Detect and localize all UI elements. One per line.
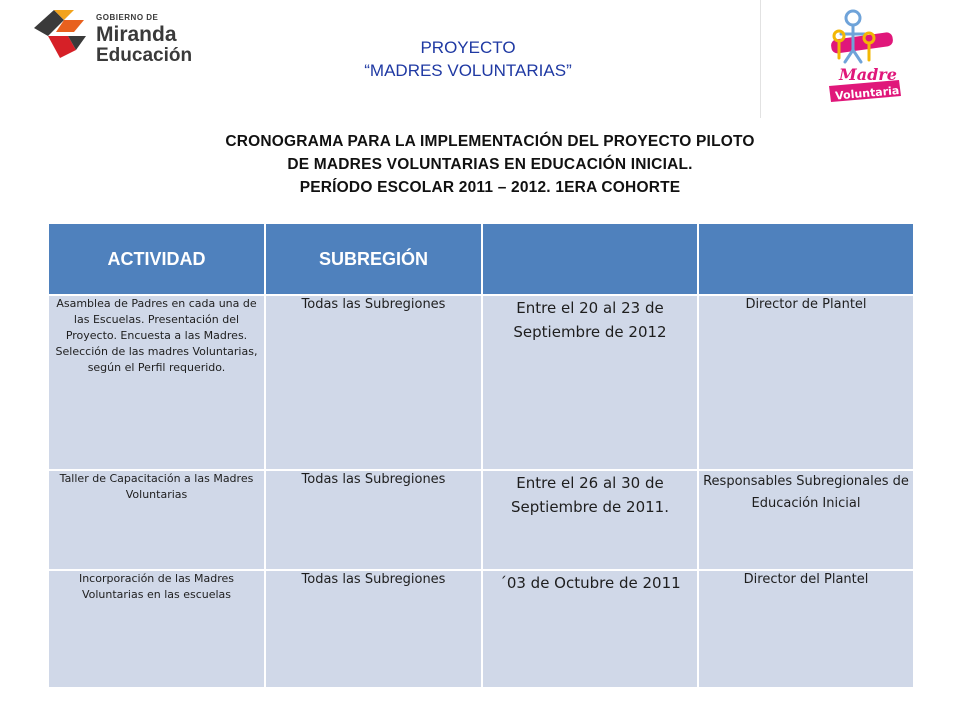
header-subregion: SUBREGIÓN <box>265 223 482 295</box>
cell-subregion: Todas las Subregiones <box>265 570 482 688</box>
schedule-subtitle <box>0 130 960 199</box>
header-responsable <box>698 223 914 295</box>
cell-subregion: Todas las Subregiones <box>265 470 482 570</box>
table-row <box>48 570 914 688</box>
table-header-row <box>48 223 914 295</box>
cell-responsable: Responsables Subregionales de Educación Inicial <box>698 470 914 570</box>
cell-actividad: Asamblea de Padres en cada una de las Escuelas. Presentación del Proyecto. Encuesta a las Madres. Selección de las madres Voluntarias, según el Perfil requerido. <box>48 295 265 470</box>
table-row <box>48 470 914 570</box>
cell-subregion: Todas las Subregiones <box>265 295 482 470</box>
cell-actividad: Taller de Capacitación a las Madres Voluntarias <box>48 470 265 570</box>
cell-responsable: Director del Plantel <box>698 570 914 688</box>
project-title-line2: “MADRES VOLUNTARIAS” <box>364 61 572 80</box>
header-actividad: ACTIVIDAD <box>48 223 265 295</box>
cell-fecha: Entre el 26 al 30 de Septiembre de 2011. <box>482 470 698 570</box>
right-logo-madre-text: Madre <box>839 65 897 84</box>
madre-voluntaria-emblem <box>761 0 939 118</box>
cell-fecha: ´03 de Octubre de 2011 <box>482 570 698 688</box>
subtitle-line3: PERÍODO ESCOLAR 2011 – 2012. 1ERA COHORTE <box>299 179 681 196</box>
subtitle-line1: CRONOGRAMA PARA LA IMPLEMENTACIÓN DEL PROYECTO PILOTO <box>225 133 755 150</box>
header-fecha <box>482 223 698 295</box>
madre-voluntaria-logo <box>760 0 939 118</box>
cell-actividad: Incorporación de las Madres Voluntarias en las escuelas <box>48 570 265 688</box>
logo-educacion-text: Educación <box>96 45 193 66</box>
schedule-table <box>47 222 915 689</box>
subtitle-line2: DE MADRES VOLUNTARIAS EN EDUCACIÓN INICIAL. <box>287 156 693 173</box>
cell-responsable: Director de Plantel <box>698 295 914 470</box>
logo-gobierno-text: GOBIERNO DE <box>96 13 159 22</box>
table-row <box>48 295 914 470</box>
right-logo-voluntaria-text: Voluntaria <box>834 84 900 103</box>
project-title-line1: PROYECTO <box>420 38 516 57</box>
logo-miranda-text: Miranda <box>96 23 177 46</box>
cell-fecha: Entre el 20 al 23 de Septiembre de 2012 <box>482 295 698 470</box>
